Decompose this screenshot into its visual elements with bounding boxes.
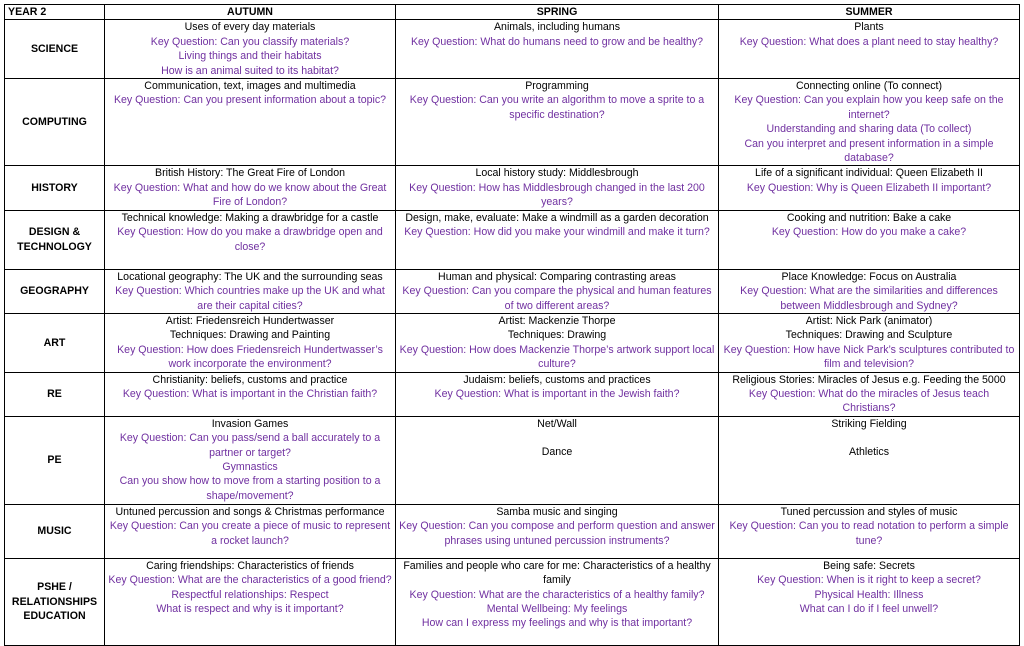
key-question-text: Key Question: When is it right to keep a secret? bbox=[757, 574, 981, 587]
subject-label: PE bbox=[5, 416, 105, 504]
key-question-text: Key Question: What are the characteristics of a healthy family? bbox=[409, 588, 705, 601]
subject-label: MUSIC bbox=[5, 504, 105, 558]
key-question-text: Can you interpret and present information in a simple database? bbox=[744, 137, 994, 165]
topic-text: Artist: Nick Park (animator) bbox=[805, 314, 933, 327]
subject-row bbox=[5, 20, 1020, 79]
topic-text: Cooking and nutrition: Bake a cake bbox=[786, 211, 952, 224]
header-row bbox=[5, 5, 1020, 20]
key-question-text: What is respect and why is it important? bbox=[156, 602, 344, 615]
key-question-text: Key Question: What are the similarities and differences between Middlesbrough and Sydney? bbox=[740, 285, 998, 312]
subject-row bbox=[5, 504, 1020, 558]
term-cell bbox=[105, 416, 396, 504]
key-question-text: Understanding and sharing data (To collect) bbox=[766, 123, 972, 136]
topic-text: Local history study: Middlesbrough bbox=[475, 167, 639, 180]
key-question-text: How can I express my feelings and why is that important? bbox=[421, 617, 693, 630]
subject-label: PSHE / RELATIONSHIPS EDUCATION bbox=[5, 558, 105, 645]
topic-text: Net/Wall bbox=[537, 417, 577, 430]
term-cell bbox=[396, 79, 719, 166]
key-question-text: Can you show how to move from a starting position to a shape/movement? bbox=[119, 475, 381, 502]
cell-spacer bbox=[399, 431, 715, 445]
subject-row bbox=[5, 210, 1020, 269]
key-question-text: Key Question: Can you compose and perform question and answer phrases using untuned percussion instruments? bbox=[399, 520, 715, 547]
term-cell bbox=[719, 416, 1020, 504]
term-cell bbox=[105, 79, 396, 166]
subject-label: SCIENCE bbox=[5, 20, 105, 79]
term-cell bbox=[105, 313, 396, 372]
term-cell bbox=[105, 504, 396, 558]
subject-row bbox=[5, 416, 1020, 504]
term-cell bbox=[719, 313, 1020, 372]
key-question-text: Key Question: Can you classify materials? bbox=[150, 35, 350, 48]
topic-text: Tuned percussion and styles of music bbox=[780, 505, 958, 518]
topic-text: Striking Fielding bbox=[831, 417, 907, 430]
key-question-text: Key Question: Can you explain how you keep safe on the internet? bbox=[734, 94, 1004, 121]
topic-text: Design, make, evaluate: Make a windmill as a garden decoration bbox=[405, 211, 709, 224]
subject-row bbox=[5, 558, 1020, 645]
key-question-text: Physical Health: Illness bbox=[814, 588, 924, 601]
term-cell bbox=[396, 313, 719, 372]
topic-text: Programming bbox=[525, 80, 589, 93]
key-question-text: Respectful relationships: Respect bbox=[171, 588, 329, 601]
cell-spacer bbox=[722, 431, 1016, 445]
topic-text: Technical knowledge: Making a drawbridge for a castle bbox=[121, 211, 379, 224]
topic-text: Being safe: Secrets bbox=[823, 559, 915, 572]
term-cell bbox=[719, 558, 1020, 645]
topic-text: Connecting online (To connect) bbox=[795, 80, 943, 93]
key-question-text: Key Question: How has Middlesbrough changed in the last 200 years? bbox=[409, 181, 705, 209]
key-question-text: Key Question: Can you to read notation to perform a simple tune? bbox=[729, 520, 1009, 547]
subject-row bbox=[5, 269, 1020, 313]
term-cell bbox=[105, 210, 396, 269]
term-header-summer: SUMMER bbox=[719, 5, 1020, 20]
key-question-text: How is an animal suited to its habitat? bbox=[161, 64, 339, 77]
term-cell bbox=[719, 269, 1020, 313]
subject-row bbox=[5, 166, 1020, 210]
key-question-text: Living things and their habitats bbox=[178, 50, 322, 63]
topic-text: Athletics bbox=[848, 446, 890, 459]
topic-text: Locational geography: The UK and the surrounding seas bbox=[117, 270, 383, 283]
term-cell bbox=[719, 20, 1020, 79]
subject-row bbox=[5, 79, 1020, 166]
topic-text: Christianity: beliefs, customs and practice bbox=[152, 373, 348, 386]
term-cell bbox=[396, 504, 719, 558]
key-question-text: Key Question: Which countries make up the UK and what are their capital cities? bbox=[115, 285, 385, 312]
topic-text: British History: The Great Fire of London bbox=[155, 167, 345, 180]
key-question-text: Key Question: What do the miracles of Jesus teach Christians? bbox=[748, 387, 990, 415]
key-question-text: Key Question: What is important in the Jewish faith? bbox=[434, 387, 680, 400]
subject-label: RE bbox=[5, 372, 105, 416]
term-cell bbox=[105, 372, 396, 416]
key-question-text: Key Question: What does a plant need to stay healthy? bbox=[739, 35, 999, 48]
topic-text: Techniques: Drawing and Sculpture bbox=[785, 329, 953, 342]
term-cell bbox=[719, 166, 1020, 210]
subject-label: ART bbox=[5, 313, 105, 372]
term-cell bbox=[105, 20, 396, 79]
topic-text: Judaism: beliefs, customs and practices bbox=[463, 373, 651, 386]
key-question-text: Key Question: What and how do we know about the Great Fire of London? bbox=[113, 181, 387, 209]
key-question-text: Key Question: How does Friedensreich Hundertwasser’s work incorporate the environment? bbox=[117, 343, 383, 371]
term-cell bbox=[719, 504, 1020, 558]
topic-text: Plants bbox=[854, 21, 884, 34]
topic-text: Dance bbox=[541, 446, 573, 459]
subject-label: COMPUTING bbox=[5, 79, 105, 166]
topic-text: Invasion Games bbox=[211, 417, 289, 430]
subject-label: DESIGN & TECHNOLOGY bbox=[5, 210, 105, 269]
term-cell bbox=[396, 166, 719, 210]
topic-text: Place Knowledge: Focus on Australia bbox=[781, 270, 957, 283]
key-question-text: Key Question: Can you compare the physical and human features of two different areas? bbox=[402, 285, 712, 312]
term-header-autumn: AUTUMN bbox=[105, 5, 396, 20]
year2-curriculum-table bbox=[4, 4, 1020, 646]
subject-label: GEOGRAPHY bbox=[5, 269, 105, 313]
key-question-text: Gymnastics bbox=[222, 460, 278, 473]
topic-text: Families and people who care for me: Characteristics of a healthy family bbox=[403, 559, 711, 587]
term-cell bbox=[719, 79, 1020, 166]
topic-text: Caring friendships: Characteristics of friends bbox=[146, 559, 354, 572]
term-cell bbox=[396, 372, 719, 416]
term-cell bbox=[396, 416, 719, 504]
key-question-text: Key Question: What are the characteristics of a good friend? bbox=[108, 574, 392, 587]
key-question-text: Key Question: What is important in the Christian faith? bbox=[122, 387, 378, 400]
topic-text: Religious Stories: Miracles of Jesus e.g. Feeding the 5000 bbox=[732, 373, 1006, 386]
term-cell bbox=[105, 269, 396, 313]
term-cell bbox=[396, 269, 719, 313]
key-question-text: Key Question: How do you make a cake? bbox=[771, 226, 967, 239]
topic-text: Life of a significant individual: Queen Elizabeth II bbox=[755, 167, 983, 180]
key-question-text: Key Question: How do you make a drawbridge open and close? bbox=[117, 226, 383, 253]
topic-text: Untuned percussion and songs & Christmas performance bbox=[115, 505, 385, 518]
key-question-text: Key Question: How did you make your windmill and make it turn? bbox=[404, 226, 710, 239]
key-question-text: Key Question: Can you create a piece of music to represent a rocket launch? bbox=[109, 520, 391, 547]
subject-row bbox=[5, 313, 1020, 372]
term-cell bbox=[719, 210, 1020, 269]
year-header: YEAR 2 bbox=[5, 5, 105, 20]
term-cell bbox=[396, 210, 719, 269]
subject-label: HISTORY bbox=[5, 166, 105, 210]
key-question-text: Key Question: Can you pass/send a ball accurately to a partner or target? bbox=[119, 432, 381, 459]
key-question-text: Key Question: Can you write an algorithm to move a sprite to a specific destination? bbox=[409, 94, 705, 121]
topic-text: Animals, including humans bbox=[493, 21, 620, 34]
term-cell bbox=[396, 558, 719, 645]
term-cell bbox=[105, 166, 396, 210]
term-cell bbox=[396, 20, 719, 79]
term-header-spring: SPRING bbox=[396, 5, 719, 20]
topic-text: Uses of every day materials bbox=[184, 21, 316, 34]
term-cell bbox=[719, 372, 1020, 416]
topic-text: Samba music and singing bbox=[496, 505, 618, 518]
key-question-text: Key Question: Why is Queen Elizabeth II important? bbox=[746, 181, 992, 194]
topic-text: Artist: Friedensreich Hundertwasser bbox=[165, 314, 335, 327]
subject-row bbox=[5, 372, 1020, 416]
key-question-text: What can I do if I feel unwell? bbox=[799, 602, 939, 615]
key-question-text: Key Question: How have Nick Park’s sculptures contributed to film and television? bbox=[723, 343, 1015, 371]
topic-text: Techniques: Drawing bbox=[507, 329, 607, 342]
topic-text: Communication, text, images and multimedia bbox=[144, 80, 356, 93]
key-question-text: Key Question: How does Mackenzie Thorpe’s artwork support local culture? bbox=[399, 343, 715, 371]
term-cell bbox=[105, 558, 396, 645]
topic-text: Human and physical: Comparing contrasting areas bbox=[438, 270, 676, 283]
topic-text: Artist: Mackenzie Thorpe bbox=[498, 314, 616, 327]
key-question-text: Key Question: What do humans need to grow and be healthy? bbox=[410, 35, 704, 48]
key-question-text: Key Question: Can you present information about a topic? bbox=[113, 94, 387, 107]
topic-text: Techniques: Drawing and Painting bbox=[169, 329, 331, 342]
key-question-text: Mental Wellbeing: My feelings bbox=[486, 602, 628, 615]
